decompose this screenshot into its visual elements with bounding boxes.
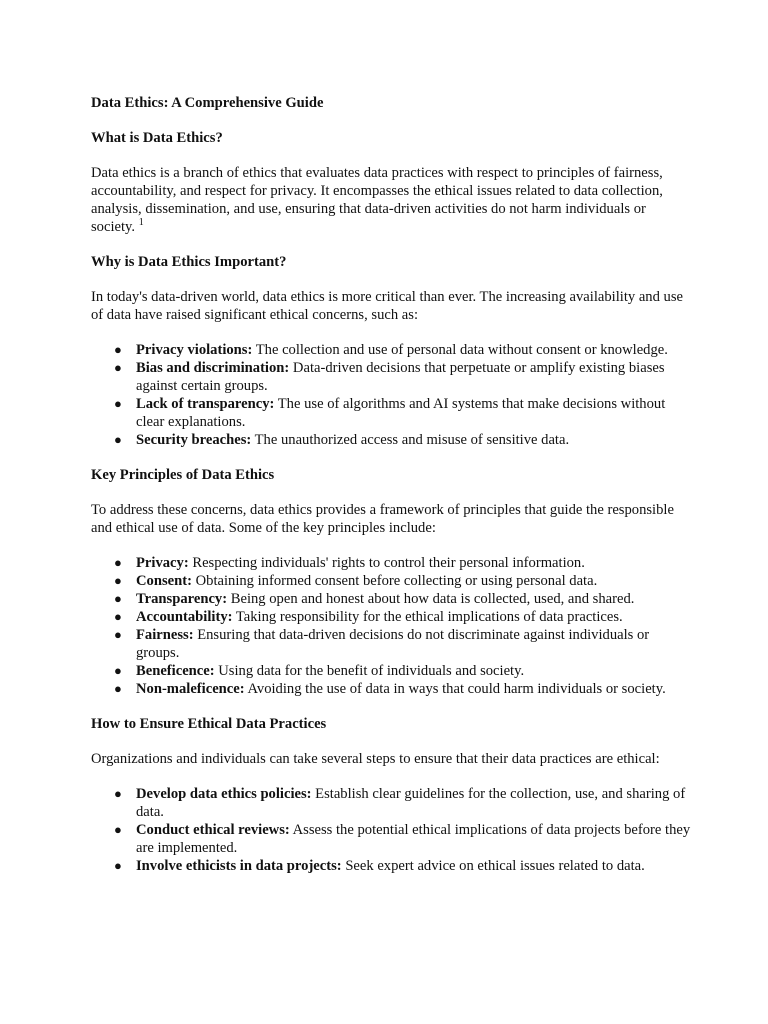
section-paragraph-principles: To address these concerns, data ethics provides a framework of principles that guide the responsible and ethical use of data. Some of the key principles include:: [91, 502, 674, 536]
list-item-text: Using data for the benefit of individuals and society.: [218, 663, 525, 679]
list-item-text: Establish clear guidelines for the collection, use, and sharing of data.: [136, 786, 686, 820]
list-item-text: Ensuring that data-driven decisions do not discriminate against individuals or groups.: [136, 627, 650, 661]
list-item: [114, 857, 691, 875]
paragraph-text: Data ethics is a branch of ethics that evaluates data practices with respect to principles of fairness, accountability, and respect for privacy. It encompasses the ethical issues related to data collection, analysis, dissemination, and use, ensuring that data-driven activities do not harm individuals or society.: [91, 165, 663, 235]
list-item-term: Develop data ethics policies:: [136, 786, 312, 802]
section-heading-what-is: What is Data Ethics?: [91, 130, 223, 146]
list-item-text: Obtaining informed consent before collecting or using personal data.: [195, 573, 598, 589]
list-item: [114, 431, 691, 449]
list-item-term: Bias and discrimination:: [136, 360, 290, 376]
bullet-icon: ●: [114, 591, 122, 606]
list-item: [114, 680, 691, 698]
list-item: [114, 341, 691, 359]
list-item: [114, 572, 691, 590]
list-item: [114, 590, 691, 608]
bullet-icon: ●: [114, 822, 122, 837]
principles-list: [91, 554, 691, 698]
list-item: [114, 821, 691, 857]
concerns-list: [91, 341, 691, 449]
bullet-icon: ●: [114, 396, 122, 411]
list-item: [114, 554, 691, 572]
list-item-text: The use of algorithms and AI systems that make decisions without clear explanations.: [136, 396, 666, 430]
list-item-term: Accountability:: [136, 609, 233, 625]
list-item: [114, 395, 691, 431]
section-heading-principles: Key Principles of Data Ethics: [91, 467, 275, 483]
list-item-text: The collection and use of personal data without consent or knowledge.: [255, 342, 668, 358]
section-heading-importance: Why is Data Ethics Important?: [91, 254, 287, 270]
bullet-icon: ●: [114, 663, 122, 678]
list-item-text: Taking responsibility for the ethical implications of data practices.: [235, 609, 623, 625]
list-item: [114, 662, 691, 680]
list-item-term: Beneficence:: [136, 663, 215, 679]
list-item-text: Respecting individuals' rights to control their personal information.: [192, 555, 585, 571]
bullet-icon: ●: [114, 432, 122, 447]
document-body: [91, 94, 691, 892]
document-title: Data Ethics: A Comprehensive Guide: [91, 95, 324, 111]
section-heading-ensure: How to Ensure Ethical Data Practices: [91, 716, 327, 732]
bullet-icon: ●: [114, 360, 122, 375]
bullet-icon: ●: [114, 609, 122, 624]
list-item-term: Fairness:: [136, 627, 194, 643]
list-item-term: Involve ethicists in data projects:: [136, 858, 342, 874]
bullet-icon: ●: [114, 681, 122, 696]
bullet-icon: ●: [114, 555, 122, 570]
list-item-term: Privacy:: [136, 555, 189, 571]
list-item-term: Consent:: [136, 573, 192, 589]
list-item-term: Non-maleficence:: [136, 681, 245, 697]
list-item-term: Security breaches:: [136, 432, 252, 448]
list-item-text: Assess the potential ethical implications of data projects before they are implemented.: [136, 822, 691, 856]
list-item-text: The unauthorized access and misuse of sensitive data.: [254, 432, 570, 448]
bullet-icon: ●: [114, 627, 122, 642]
list-item-text: Avoiding the use of data in ways that could harm individuals or society.: [247, 681, 666, 697]
bullet-icon: ●: [114, 342, 122, 357]
list-item: [114, 608, 691, 626]
section-paragraph-importance: In today's data-driven world, data ethics is more critical than ever. The increasing availability and use of data have raised significant ethical concerns, such as:: [91, 289, 683, 323]
footnote-reference: 1: [138, 217, 144, 228]
list-item: [114, 785, 691, 821]
section-paragraph-what-is: [91, 164, 691, 236]
list-item: [114, 359, 691, 395]
list-item-text: Seek expert advice on ethical issues related to data.: [345, 858, 645, 874]
steps-list: [91, 785, 691, 875]
section-paragraph-ensure: Organizations and individuals can take several steps to ensure that their data practices are ethical:: [91, 751, 660, 767]
list-item-term: Privacy violations:: [136, 342, 253, 358]
list-item-text: Being open and honest about how data is collected, used, and shared.: [230, 591, 635, 607]
list-item-term: Transparency:: [136, 591, 228, 607]
list-item-text: Data-driven decisions that perpetuate or amplify existing biases against certain groups.: [136, 360, 665, 394]
bullet-icon: ●: [114, 573, 122, 588]
list-item: [114, 626, 691, 662]
list-item-term: Conduct ethical reviews:: [136, 822, 290, 838]
bullet-icon: ●: [114, 858, 122, 873]
bullet-icon: ●: [114, 786, 122, 801]
list-item-term: Lack of transparency:: [136, 396, 275, 412]
